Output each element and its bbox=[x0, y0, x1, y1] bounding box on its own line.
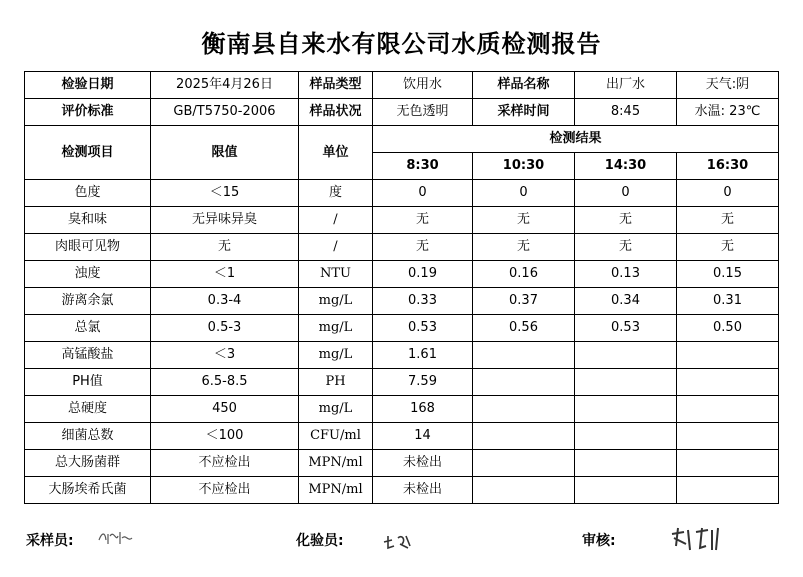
unit-value: NTU bbox=[299, 261, 373, 288]
table-row bbox=[25, 180, 779, 207]
unit-value: PH bbox=[299, 369, 373, 396]
limit-value: 0.3-4 bbox=[151, 288, 299, 315]
limit-value: ＜100 bbox=[151, 423, 299, 450]
item-name: 细菌总数 bbox=[25, 423, 151, 450]
unit-value: mg/L bbox=[299, 288, 373, 315]
result-value bbox=[677, 342, 779, 369]
standard-label: 评价标准 bbox=[25, 99, 151, 126]
sample-name-label: 样品名称 bbox=[473, 72, 575, 99]
table-row bbox=[25, 342, 779, 369]
result-value: 0.15 bbox=[677, 261, 779, 288]
unit-value: / bbox=[299, 207, 373, 234]
tester-label: 化验员: bbox=[296, 533, 344, 549]
result-value bbox=[677, 450, 779, 477]
result-value bbox=[575, 477, 677, 504]
result-value bbox=[677, 396, 779, 423]
item-name: 总硬度 bbox=[25, 396, 151, 423]
result-value bbox=[473, 450, 575, 477]
result-value bbox=[575, 450, 677, 477]
result-value: 无 bbox=[575, 207, 677, 234]
result-value: 无 bbox=[373, 234, 473, 261]
result-value bbox=[473, 369, 575, 396]
result-value: 未检出 bbox=[373, 477, 473, 504]
result-value: 0.33 bbox=[373, 288, 473, 315]
unit-value: / bbox=[299, 234, 373, 261]
limit-value: 450 bbox=[151, 396, 299, 423]
result-value: 0.34 bbox=[575, 288, 677, 315]
result-value: 0 bbox=[473, 180, 575, 207]
result-value: 0 bbox=[677, 180, 779, 207]
result-value: 14 bbox=[373, 423, 473, 450]
table-row bbox=[25, 369, 779, 396]
sample-type-value: 饮用水 bbox=[373, 72, 473, 99]
result-value: 无 bbox=[373, 207, 473, 234]
result-value: 0.16 bbox=[473, 261, 575, 288]
item-name: 游离余氯 bbox=[25, 288, 151, 315]
item-name: 高锰酸盐 bbox=[25, 342, 151, 369]
result-value: 168 bbox=[373, 396, 473, 423]
result-value: 0 bbox=[373, 180, 473, 207]
limit-value: 6.5-8.5 bbox=[151, 369, 299, 396]
result-value: 0.31 bbox=[677, 288, 779, 315]
water-temp-value: 水温: 23℃ bbox=[677, 99, 779, 126]
unit-value: mg/L bbox=[299, 396, 373, 423]
limit-value: 0.5-3 bbox=[151, 315, 299, 342]
result-value: 无 bbox=[473, 207, 575, 234]
result-value: 0.13 bbox=[575, 261, 677, 288]
report-title: 衡南县自来水有限公司水质检测报告 bbox=[201, 30, 602, 58]
sample-state-label: 样品状况 bbox=[299, 99, 373, 126]
item-name: PH值 bbox=[25, 369, 151, 396]
unit-value: CFU/ml bbox=[299, 423, 373, 450]
water-quality-table bbox=[24, 71, 779, 504]
col-header-results: 检测结果 bbox=[373, 126, 779, 153]
col-header-limit: 限值 bbox=[151, 126, 299, 180]
result-rows bbox=[25, 180, 779, 504]
col-header-item: 检测项目 bbox=[25, 126, 151, 180]
result-value bbox=[677, 369, 779, 396]
unit-value: mg/L bbox=[299, 315, 373, 342]
result-value bbox=[575, 396, 677, 423]
unit-value: 度 bbox=[299, 180, 373, 207]
sampler-signature bbox=[96, 526, 136, 548]
time-header: 16:30 bbox=[677, 153, 779, 180]
result-value bbox=[575, 369, 677, 396]
sample-state-value: 无色透明 bbox=[373, 99, 473, 126]
result-value bbox=[473, 423, 575, 450]
table-row bbox=[25, 234, 779, 261]
result-value: 无 bbox=[473, 234, 575, 261]
standard-value: GB/T5750-2006 bbox=[151, 99, 299, 126]
table-row bbox=[25, 477, 779, 504]
limit-value: 不应检出 bbox=[151, 477, 299, 504]
result-value: 0.37 bbox=[473, 288, 575, 315]
result-value: 0.56 bbox=[473, 315, 575, 342]
result-value: 1.61 bbox=[373, 342, 473, 369]
time-header: 14:30 bbox=[575, 153, 677, 180]
sampling-time-value: 8:45 bbox=[575, 99, 677, 126]
table-row bbox=[25, 423, 779, 450]
time-header: 10:30 bbox=[473, 153, 575, 180]
table-row bbox=[25, 450, 779, 477]
col-header-unit: 单位 bbox=[299, 126, 373, 180]
reviewer-label: 审核: bbox=[582, 533, 616, 549]
result-value: 0 bbox=[575, 180, 677, 207]
time-header: 8:30 bbox=[373, 153, 473, 180]
sampling-time-label: 采样时间 bbox=[473, 99, 575, 126]
sample-name-value: 出厂水 bbox=[575, 72, 677, 99]
unit-value: MPN/ml bbox=[299, 450, 373, 477]
tester-signature bbox=[382, 530, 418, 552]
limit-value: 不应检出 bbox=[151, 450, 299, 477]
weather-value: 天气:阴 bbox=[677, 72, 779, 99]
table-row bbox=[25, 288, 779, 315]
limit-value: ＜15 bbox=[151, 180, 299, 207]
unit-value: MPN/ml bbox=[299, 477, 373, 504]
limit-value: 无异味异臭 bbox=[151, 207, 299, 234]
result-value: 无 bbox=[575, 234, 677, 261]
unit-value: mg/L bbox=[299, 342, 373, 369]
result-value bbox=[473, 477, 575, 504]
item-name: 臭和味 bbox=[25, 207, 151, 234]
table-row bbox=[25, 396, 779, 423]
result-value bbox=[473, 342, 575, 369]
date-label: 检验日期 bbox=[25, 72, 151, 99]
sample-type-label: 样品类型 bbox=[299, 72, 373, 99]
table-row bbox=[25, 207, 779, 234]
result-value: 未检出 bbox=[373, 450, 473, 477]
limit-value: ＜1 bbox=[151, 261, 299, 288]
result-value bbox=[575, 423, 677, 450]
table-row bbox=[25, 261, 779, 288]
result-value bbox=[677, 423, 779, 450]
item-name: 肉眼可见物 bbox=[25, 234, 151, 261]
sampler-label: 采样员: bbox=[26, 533, 74, 549]
result-value: 0.19 bbox=[373, 261, 473, 288]
result-value: 0.53 bbox=[575, 315, 677, 342]
item-name: 总大肠菌群 bbox=[25, 450, 151, 477]
item-name: 浊度 bbox=[25, 261, 151, 288]
limit-value: 无 bbox=[151, 234, 299, 261]
result-value: 0.50 bbox=[677, 315, 779, 342]
result-value bbox=[473, 396, 575, 423]
item-name: 大肠埃希氏菌 bbox=[25, 477, 151, 504]
result-value bbox=[575, 342, 677, 369]
item-name: 总氯 bbox=[25, 315, 151, 342]
item-name: 色度 bbox=[25, 180, 151, 207]
result-value: 7.59 bbox=[373, 369, 473, 396]
limit-value: ＜3 bbox=[151, 342, 299, 369]
date-value: 2025年4月26日 bbox=[151, 72, 299, 99]
result-value: 无 bbox=[677, 207, 779, 234]
result-value: 无 bbox=[677, 234, 779, 261]
reviewer-signature bbox=[668, 524, 728, 554]
result-value bbox=[677, 477, 779, 504]
table-row bbox=[25, 315, 779, 342]
result-value: 0.53 bbox=[373, 315, 473, 342]
